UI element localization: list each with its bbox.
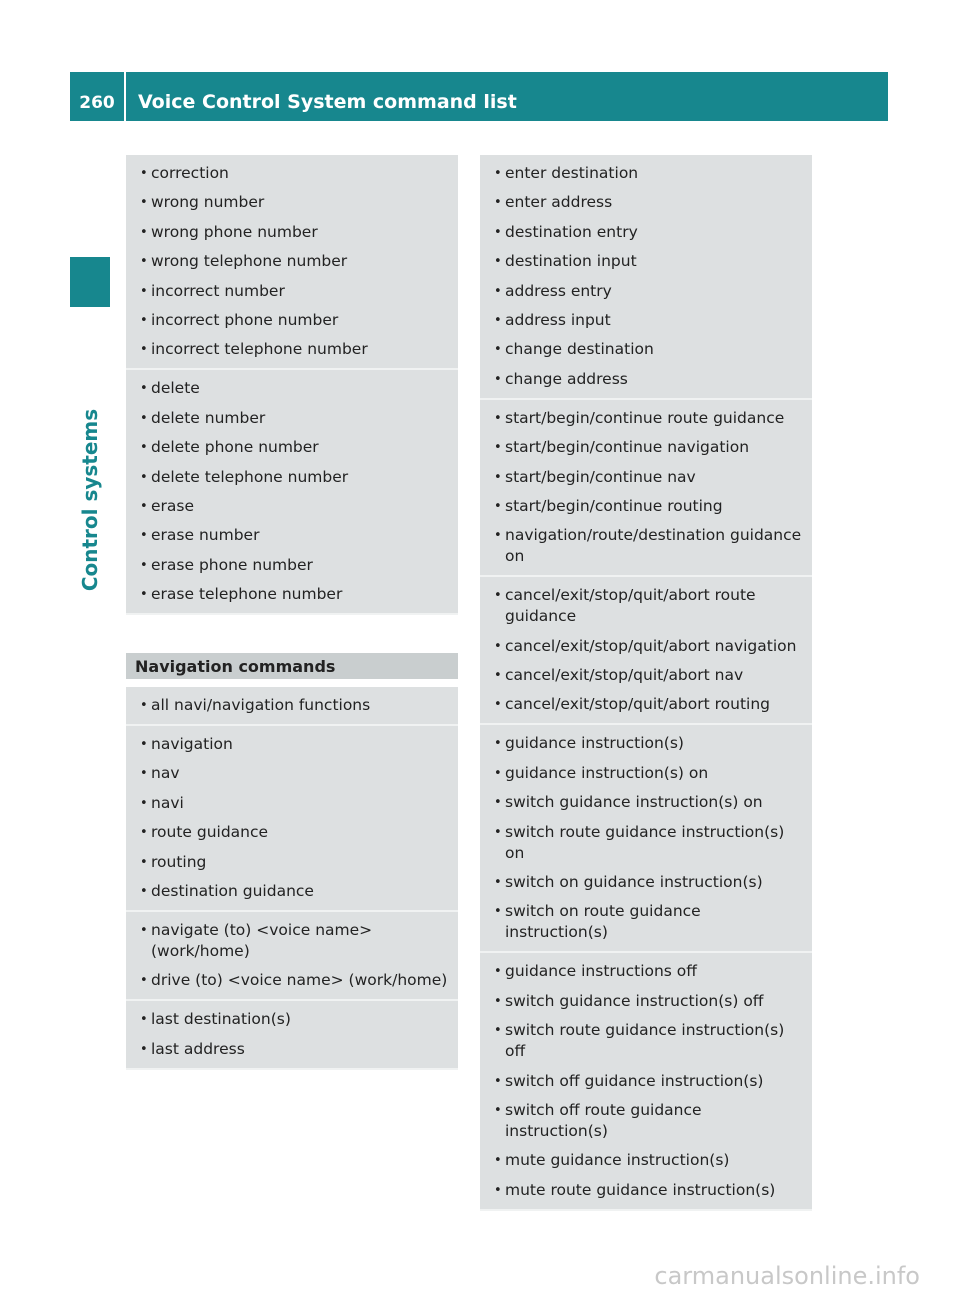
command-item: • all navi/navigation functions — [126, 695, 458, 716]
command-item: • switch route guidance instruction(s) on — [480, 822, 812, 864]
command-item: • navigation — [126, 734, 458, 755]
command-box-guidance-on — [480, 725, 812, 953]
command-box-delete — [126, 370, 458, 615]
command-item: • start/begin/continue routing — [480, 496, 812, 517]
command-item: • erase — [126, 496, 458, 517]
side-tab-marker — [70, 257, 110, 307]
command-item: • delete number — [126, 408, 458, 429]
command-item: • drive (to) <voice name> (work/home) — [126, 970, 458, 991]
command-box-enter-destination — [480, 155, 812, 400]
command-item: • start/begin/continue route guidance — [480, 408, 812, 429]
command-item: • delete telephone number — [126, 467, 458, 488]
command-item: • incorrect phone number — [126, 310, 458, 331]
command-item: • change address — [480, 369, 812, 390]
command-item: • switch on guidance instruction(s) — [480, 872, 812, 893]
command-item: • start/begin/continue navigation — [480, 437, 812, 458]
command-item: • routing — [126, 852, 458, 873]
command-item: • switch route guidance instruction(s) off — [480, 1020, 812, 1062]
command-item: • last address — [126, 1039, 458, 1060]
command-item: • change destination — [480, 339, 812, 360]
command-item: • navigation/route/destination guidance on — [480, 525, 812, 567]
page-header — [70, 72, 888, 121]
command-item: • switch off route guidance instruction(s) — [480, 1100, 812, 1142]
side-tab-label: Control systems — [78, 408, 102, 592]
command-item: • navi — [126, 793, 458, 814]
command-item: • wrong telephone number — [126, 251, 458, 272]
command-item: • cancel/exit/stop/quit/abort nav — [480, 665, 812, 686]
command-box-navigate-to — [126, 912, 458, 1001]
command-item: • guidance instruction(s) — [480, 733, 812, 754]
watermark: carmanualsonline.info — [654, 1262, 920, 1290]
command-item: • start/begin/continue nav — [480, 467, 812, 488]
command-item: • mute route guidance instruction(s) — [480, 1180, 812, 1201]
command-item: • erase phone number — [126, 555, 458, 576]
right-column — [480, 155, 812, 1211]
command-item: • enter destination — [480, 163, 812, 184]
command-item: • route guidance — [126, 822, 458, 843]
command-item: • erase telephone number — [126, 584, 458, 605]
command-box-last-destination — [126, 1001, 458, 1069]
command-item: • incorrect number — [126, 281, 458, 302]
command-item: • destination guidance — [126, 881, 458, 902]
page-title: Voice Control System command list — [138, 91, 517, 113]
command-item: • correction — [126, 163, 458, 184]
command-item: • nav — [126, 763, 458, 784]
page-number: 260 — [70, 72, 126, 121]
command-item: • delete phone number — [126, 437, 458, 458]
command-item: • cancel/exit/stop/quit/abort routing — [480, 694, 812, 715]
section-title-navigation: Navigation commands — [126, 653, 458, 679]
command-item: • incorrect telephone number — [126, 339, 458, 360]
command-item: • address entry — [480, 281, 812, 302]
command-item: • enter address — [480, 192, 812, 213]
command-item: • wrong number — [126, 192, 458, 213]
command-item: • destination input — [480, 251, 812, 272]
command-box-navigation — [126, 726, 458, 912]
command-box-correction — [126, 155, 458, 370]
command-item: • switch guidance instruction(s) off — [480, 991, 812, 1012]
command-item: • switch on route guidance instruction(s) — [480, 901, 812, 943]
command-box-cancel-guidance — [480, 577, 812, 725]
command-item: • delete — [126, 378, 458, 399]
command-box-guidance-off — [480, 953, 812, 1210]
command-item: • wrong phone number — [126, 222, 458, 243]
command-item: • destination entry — [480, 222, 812, 243]
command-item: • last destination(s) — [126, 1009, 458, 1030]
command-item: • address input — [480, 310, 812, 331]
command-item: • cancel/exit/stop/quit/abort navigation — [480, 636, 812, 657]
left-column — [126, 155, 458, 1070]
command-box-nav-functions — [126, 687, 458, 726]
command-item: • cancel/exit/stop/quit/abort route guidance — [480, 585, 812, 627]
command-box-start-guidance — [480, 400, 812, 578]
command-item: • navigate (to) <voice name> (work/home) — [126, 920, 458, 962]
command-item: • erase number — [126, 525, 458, 546]
command-item: • switch guidance instruction(s) on — [480, 792, 812, 813]
command-item: • switch off guidance instruction(s) — [480, 1071, 812, 1092]
command-item: • guidance instructions off — [480, 961, 812, 982]
command-item: • mute guidance instruction(s) — [480, 1150, 812, 1171]
command-item: • guidance instruction(s) on — [480, 763, 812, 784]
